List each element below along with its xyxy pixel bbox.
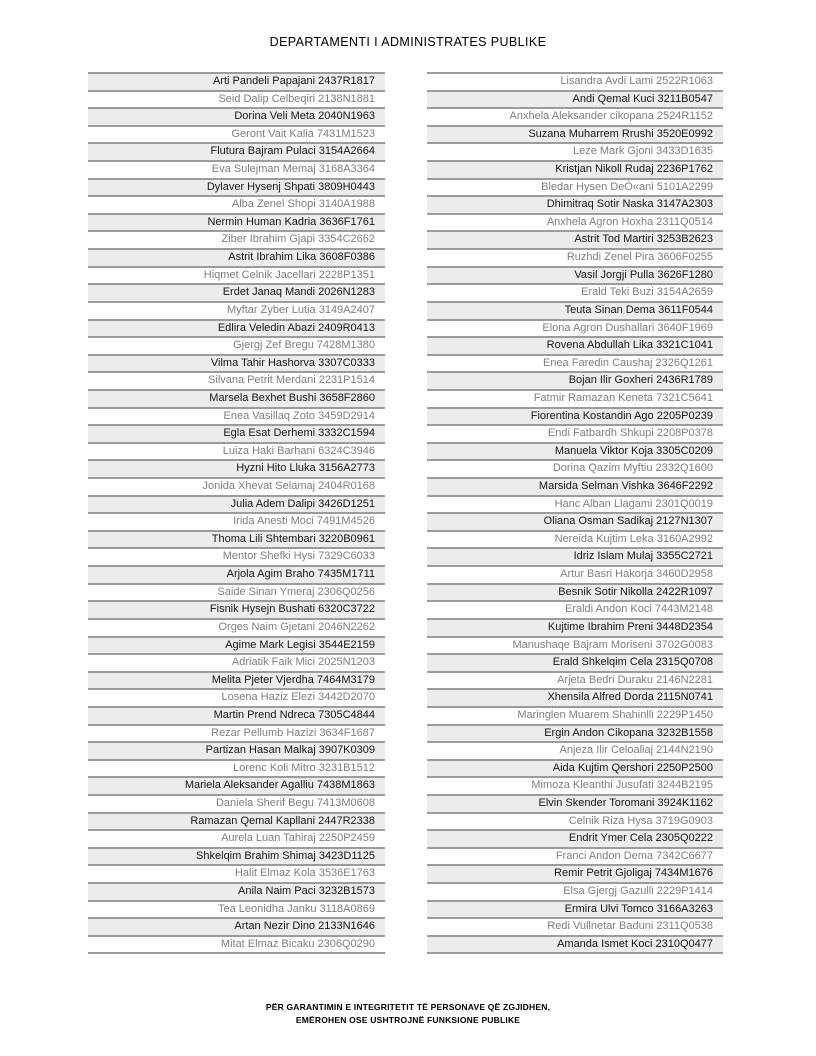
person-row: Artan Nezir Dino 2133N1646 — [88, 919, 385, 937]
person-row: Nermin Human Kadria 3636F1761 — [88, 215, 385, 233]
person-row: Anxhela Agron Hoxha 2311Q0514 — [427, 215, 723, 233]
person-row: Vilma Tahir Hashorva 3307C0333 — [88, 356, 385, 374]
page-title: DEPARTAMENTI I ADMINISTRATES PUBLIKE — [269, 35, 547, 49]
person-row: Orges Naim Gjetani 2046N2262 — [88, 620, 385, 638]
person-row: Idriz Islam Mulaj 3355C2721 — [427, 549, 723, 567]
person-row: Julia Adem Dalipi 3426D1251 — [88, 497, 385, 515]
person-row: Hanc Alban Llagami 2301Q0019 — [427, 497, 723, 515]
person-row: Manushaqe Bajram Moriseni 3702G0083 — [427, 638, 723, 656]
person-row: Ramazan Qemal Kapllani 2447R2338 — [88, 814, 385, 832]
person-row: Ermira Ulvi Tomco 3166A3263 — [427, 902, 723, 920]
person-row: Lorenc Koli Mitro 3231B1512 — [88, 761, 385, 779]
person-row: Anila Naim Paci 3232B1573 — [88, 884, 385, 902]
person-row: Kristjan Nikoll Rudaj 2236P1762 — [427, 162, 723, 180]
person-row: Marsida Selman Vishka 3646F2292 — [427, 479, 723, 497]
person-row: Franci Andon Dema 7342C6677 — [427, 849, 723, 867]
person-row: Fiorentina Kostandin Ago 2205P0239 — [427, 409, 723, 427]
person-row: Myftar Zyber Lutia 3149A2407 — [88, 303, 385, 321]
person-row: Anxhela Aleksander cikopana 2524R1152 — [427, 109, 723, 127]
person-row: Amanda Ismet Koci 2310Q0477 — [427, 937, 723, 955]
person-row: Erald Shkelqim Cela 2315Q0708 — [427, 655, 723, 673]
person-row: Celnik Riza Hysa 3719G0903 — [427, 814, 723, 832]
person-row: Alba Zenel Shopi 3140A1988 — [88, 197, 385, 215]
person-row: Kujtime Ibrahim Preni 3448D2354 — [427, 620, 723, 638]
person-row: Ergin Andon Cikopana 3232B1558 — [427, 726, 723, 744]
person-row: Rovena Abdullah Lika 3321C1041 — [427, 338, 723, 356]
person-row: Erald Teki Buzi 3154A2659 — [427, 285, 723, 303]
person-row: Irida Anesti Moci 7491M4526 — [88, 514, 385, 532]
person-row: Astrit Tod Martiri 3253B2623 — [427, 232, 723, 250]
person-row: Dorina Qazim Myftiu 2332Q1600 — [427, 461, 723, 479]
footer-line-2: EMËROHEN OSE USHTROJNË FUNKSIONE PUBLIKE — [295, 1015, 521, 1025]
person-row: Teuta Sinan Dema 3611F0544 — [427, 303, 723, 321]
person-row: Edlira Veledin Abazi 2409R0413 — [88, 321, 385, 339]
person-row: Thoma Lili Shtembari 3220B0961 — [88, 532, 385, 550]
person-row: Erdet Janaq Mandi 2026N1283 — [88, 285, 385, 303]
person-row: Manuela Viktor Koja 3305C0209 — [427, 444, 723, 462]
person-row: Martin Prend Ndreca 7305C4844 — [88, 708, 385, 726]
person-row: Mentor Shefki Hysi 7329C6033 — [88, 549, 385, 567]
person-row: Marsela Bexhet Bushi 3658F2860 — [88, 391, 385, 409]
person-row: Besnik Sotir Nikolla 2422R1097 — [427, 585, 723, 603]
person-row: Enea Faredin Caushaj 2326Q1261 — [427, 356, 723, 374]
person-row: Bledar Hysen DeÒ«ani 5101A2299 — [427, 180, 723, 198]
person-row: Hiqmet Celnik Jacellari 2228P1351 — [88, 268, 385, 286]
footer-line-1: PËR GARANTIMIN E INTEGRITETIT TË PERSONAVE QË ZGJIDHEN, — [265, 1002, 551, 1012]
footer — [0, 1001, 816, 1027]
person-row: Luiza Haki Barhani 6324C3946 — [88, 444, 385, 462]
person-row: Anjeza Ilir Celoaliaj 2144N2190 — [427, 743, 723, 761]
person-row: Geront Vait Kalia 7431M1523 — [88, 127, 385, 145]
person-row: Halit Elmaz Kola 3536E1763 — [88, 866, 385, 884]
person-row: Arjeta Bedri Duraku 2146N2281 — [427, 673, 723, 691]
person-row: Arjola Agim Braho 7435M1711 — [88, 567, 385, 585]
person-row: Jonida Xhevat Selamaj 2404R0168 — [88, 479, 385, 497]
person-row: Mitat Elmaz Bicaku 2306Q0290 — [88, 937, 385, 955]
person-row: Artur Basri Hakorja 3460D2958 — [427, 567, 723, 585]
person-row: Gjergj Zef Bregu 7428M1380 — [88, 338, 385, 356]
person-row: Bojan Ilir Goxheri 2436R1789 — [427, 373, 723, 391]
person-row: Xhensila Alfred Dorda 2115N0741 — [427, 690, 723, 708]
person-row: Agime Mark Legisi 3544E2159 — [88, 638, 385, 656]
person-row: Egla Esat Derhemi 3332C1594 — [88, 426, 385, 444]
person-row: Oliana Osman Sadikaj 2127N1307 — [427, 514, 723, 532]
person-row: Rezar Pellumb Hazizi 3634F1687 — [88, 726, 385, 744]
person-row: Adriatik Faik Mici 2025N1203 — [88, 655, 385, 673]
person-row: Vasil Jorgji Pulla 3626F1280 — [427, 268, 723, 286]
name-list-left — [88, 72, 385, 954]
person-row: Hyzni Hito Lluka 3156A2773 — [88, 461, 385, 479]
person-row: Flutura Bajram Pulaci 3154A2664 — [88, 144, 385, 162]
person-row: Endrit Ymer Cela 2305Q0222 — [427, 831, 723, 849]
person-row: Lisandra Avdi Lami 2522R1063 — [427, 74, 723, 92]
person-row: Elona Agron Dushallari 3640F1969 — [427, 321, 723, 339]
person-row: Nereida Kujtim Leka 3160A2992 — [427, 532, 723, 550]
person-row: Seid Dalip Celbeqiri 2138N1881 — [88, 92, 385, 110]
person-row: Remir Petrit Gjoligaj 7434M1676 — [427, 866, 723, 884]
person-row: Ruzhdi Zenel Pira 3606F0255 — [427, 250, 723, 268]
person-row: Andi Qemal Kuci 3211B0547 — [427, 92, 723, 110]
person-row: Leze Mark Gjoni 3433D1635 — [427, 144, 723, 162]
person-row: Tea Leonidha Janku 3118A0869 — [88, 902, 385, 920]
person-row: Redi Vullnetar Baduni 2311Q0538 — [427, 919, 723, 937]
person-row: Losena Haziz Elezi 3442D2070 — [88, 690, 385, 708]
person-row: Daniela Sherif Begu 7413M0608 — [88, 796, 385, 814]
person-row: Mariela Aleksander Agalliu 7438M1863 — [88, 778, 385, 796]
person-row: Fisnik Hysejn Bushati 6320C3722 — [88, 602, 385, 620]
person-row: Enea Vasillaq Zoto 3459D2914 — [88, 409, 385, 427]
person-row: Astrit Ibrahim Lika 3608F0386 — [88, 250, 385, 268]
person-row: Aurela Luan Tahiraj 2250P2459 — [88, 831, 385, 849]
person-row: Mimoza Kleanthi Jusufati 3244B2195 — [427, 778, 723, 796]
person-row: Eva Sulejman Memaj 3168A3364 — [88, 162, 385, 180]
person-row: Ziber Ibrahim Gjapi 3354C2662 — [88, 232, 385, 250]
person-row: Dylaver Hysenj Shpati 3809H0443 — [88, 180, 385, 198]
person-row: Silvana Petrit Merdani 2231P1514 — [88, 373, 385, 391]
person-row: Suzana Muharrem Rrushi 3520E0992 — [427, 127, 723, 145]
person-row: Arti Pandeli Papajani 2437R1817 — [88, 74, 385, 92]
person-row: Eraldi Andon Koci 7443M2148 — [427, 602, 723, 620]
person-row: Aida Kujtim Qershori 2250P2500 — [427, 761, 723, 779]
person-row: Partizan Hasan Malkaj 3907K0309 — [88, 743, 385, 761]
person-row: Dorina Veli Meta 2040N1963 — [88, 109, 385, 127]
name-list-right — [427, 72, 723, 954]
person-row: Dhimitraq Sotir Naska 3147A2303 — [427, 197, 723, 215]
person-row: Elsa Gjergj Gazulli 2229P1414 — [427, 884, 723, 902]
person-row: Maringlen Muarem Shahinlli 2229P1450 — [427, 708, 723, 726]
person-row: Elvin Skender Toromani 3924K1162 — [427, 796, 723, 814]
person-row: Saide Sinan Ymeraj 2306Q0256 — [88, 585, 385, 603]
person-row: Endi Fatbardh Shkupi 2208P0378 — [427, 426, 723, 444]
person-row: Shkelqim Brahim Shimaj 3423D1125 — [88, 849, 385, 867]
person-row: Fatmir Ramazan Keneta 7321C5641 — [427, 391, 723, 409]
person-row: Melita Pjeter Vjerdha 7464M3179 — [88, 673, 385, 691]
